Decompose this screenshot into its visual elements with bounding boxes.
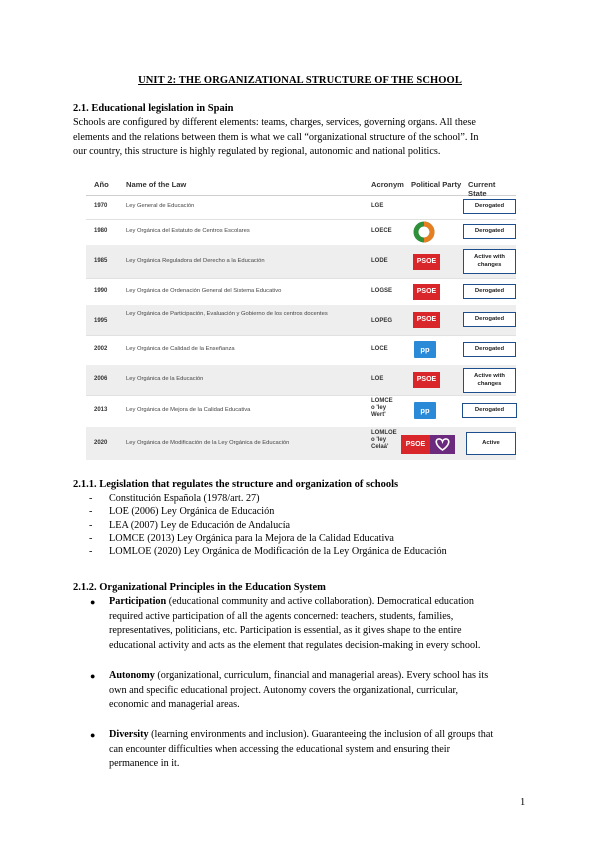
list-item: - LOMCE (2013) Ley Orgánica para la Mejora de la Calidad Educativa	[89, 532, 394, 544]
row-year: 1995	[94, 318, 108, 324]
row-year: 2002	[94, 346, 108, 352]
psoe-logo: PSOE	[413, 312, 440, 328]
row-acronym: LODE	[371, 258, 388, 264]
table-row	[86, 305, 516, 336]
state-badge: Derogated	[463, 342, 516, 357]
list-item: - LOE (2006) Ley Orgánica de Educación	[89, 506, 275, 518]
principle-term: Diversity	[109, 729, 149, 740]
header-acronym: Acronym	[371, 180, 404, 189]
section-heading-2-1: 2.1. Educational legislation in Spain	[73, 103, 234, 114]
row-acronym: LGE	[371, 203, 384, 209]
psoe-logo: PSOE	[413, 372, 440, 388]
list-item: - LOMLOE (2020) Ley Orgánica de Modificación de la Ley Orgánica de Educación	[89, 546, 447, 558]
row-law: Ley Orgánica de Calidad de la Enseñanza	[126, 346, 235, 352]
psoe-logo: PSOE	[413, 284, 440, 300]
row-law: Ley Orgánica de Modificación de la Ley Orgánica de Educación	[126, 440, 290, 446]
paragraph-line: our country, this structure is highly regulated by regional, autonomic and national politics.	[73, 146, 441, 157]
row-law: Ley General de Educación	[126, 203, 195, 209]
principle-diversity: Diversity (learning environments and inclusion). Guaranteeing the inclusion of all groups that can encounter difficulties when accessing the educational system and ensuring their permanence in it.	[109, 729, 494, 769]
row-law: Ley Orgánica Reguladora del Derecho a la Educación	[126, 258, 265, 264]
row-law: Ley Orgánica de Ordenación General del Sistema Educativo	[126, 288, 282, 294]
state-badge: Derogated	[463, 224, 516, 239]
paragraph-line: Schools are configured by different elements: teams, charges, services, governing organs. All these	[73, 117, 476, 128]
header-year: Año	[94, 180, 109, 189]
table-row	[86, 219, 516, 246]
state-badge: Active	[466, 432, 516, 455]
principle-term: Participation	[109, 596, 167, 607]
principle-participation: Participation (educational community and active collaboration). Democratical education required active participation of all the agents concerned: teachers, students, families, representatives, politicians, etc. Participation is essential, as it gives shape to the entire educational activity and acts as the element that regulates decision-making in every school.	[109, 596, 481, 651]
page-title: UNIT 2: THE ORGANIZATIONAL STRUCTURE OF THE SCHOOL	[138, 75, 462, 86]
section-heading-2-1-2: 2.1.2. Organizational Principles in the Education System	[73, 582, 326, 593]
state-badge: Active with changes	[463, 249, 516, 274]
state-badge: Derogated	[463, 199, 516, 214]
row-year: 2020	[94, 440, 108, 446]
list-item: - Constitución Española (1978/art. 27)	[89, 493, 260, 504]
principle-autonomy: Autonomy (organizational, curriculum, financial and managerial areas). Every school has its own and specific educational project. Autonomy covers the organizational, curricular, economic and managerial areas.	[109, 670, 489, 710]
state-badge: Active with changes	[463, 368, 516, 393]
row-year: 1990	[94, 288, 108, 294]
row-law: Ley Orgánica de Mejora de la Calidad Educativa	[126, 407, 251, 413]
table-row	[86, 335, 516, 366]
row-acronym: LOPEG	[371, 318, 393, 324]
section-2-1-paragraph	[73, 116, 529, 160]
state-badge: Derogated	[463, 312, 516, 327]
table-row	[86, 395, 516, 428]
principle-term: Autonomy	[109, 670, 155, 681]
page-number: 1	[520, 797, 526, 808]
table-header	[86, 175, 516, 196]
pp-logo: pp	[414, 402, 436, 419]
header-law: Name of the Law	[126, 180, 187, 189]
table-row	[86, 245, 516, 279]
state-badge: Derogated	[463, 284, 516, 299]
row-acronym: LOCE	[371, 346, 388, 352]
row-acronym: LOECE	[371, 228, 392, 234]
psoe-logo: PSOE	[413, 254, 440, 270]
psoe-logo: PSOE	[401, 435, 430, 454]
row-acronym: LOMLOE o 'ley Celaá'	[371, 430, 397, 450]
table-row	[86, 278, 516, 306]
row-acronym: LOGSE	[371, 288, 393, 294]
row-year: 2006	[94, 376, 108, 382]
table-row	[86, 195, 516, 220]
header-party: Political Party	[411, 180, 462, 189]
paragraph-line: elements and the relations between them is what we call “organizational structure of the school”. In	[73, 131, 479, 143]
row-year: 1970	[94, 203, 108, 209]
row-law: Ley Orgánica de Participación, Evaluación y Gobierno de los centros docentes	[126, 311, 328, 317]
education-laws-table	[86, 175, 516, 460]
row-law: Ley Orgánica de la Educación	[126, 376, 204, 382]
table-row	[86, 427, 516, 460]
ucd-logo-icon	[413, 221, 435, 243]
bullet-icon: ●	[90, 597, 96, 607]
row-acronym: LOE	[371, 376, 384, 382]
bullet-icon: ●	[90, 671, 96, 681]
row-year: 2013	[94, 407, 108, 413]
pp-logo: pp	[414, 341, 436, 358]
state-badge: Derogated	[462, 403, 517, 418]
section-heading-2-1-1: 2.1.1. Legislation that regulates the structure and organization of schools	[73, 479, 399, 490]
legislation-list	[89, 492, 447, 558]
podemos-logo-icon	[430, 435, 455, 454]
row-acronym: LOMCE o 'ley Wert'	[371, 398, 393, 418]
row-year: 1985	[94, 258, 108, 264]
row-law: Ley Orgánica del Estatuto de Centros Escolares	[126, 228, 250, 234]
list-item: - LEA (2007) Ley de Educación de Andalucía	[89, 519, 291, 531]
table-row	[86, 365, 516, 396]
row-year: 1980	[94, 228, 108, 234]
header-state: Current State	[468, 180, 496, 198]
bullet-icon: ●	[90, 730, 96, 740]
